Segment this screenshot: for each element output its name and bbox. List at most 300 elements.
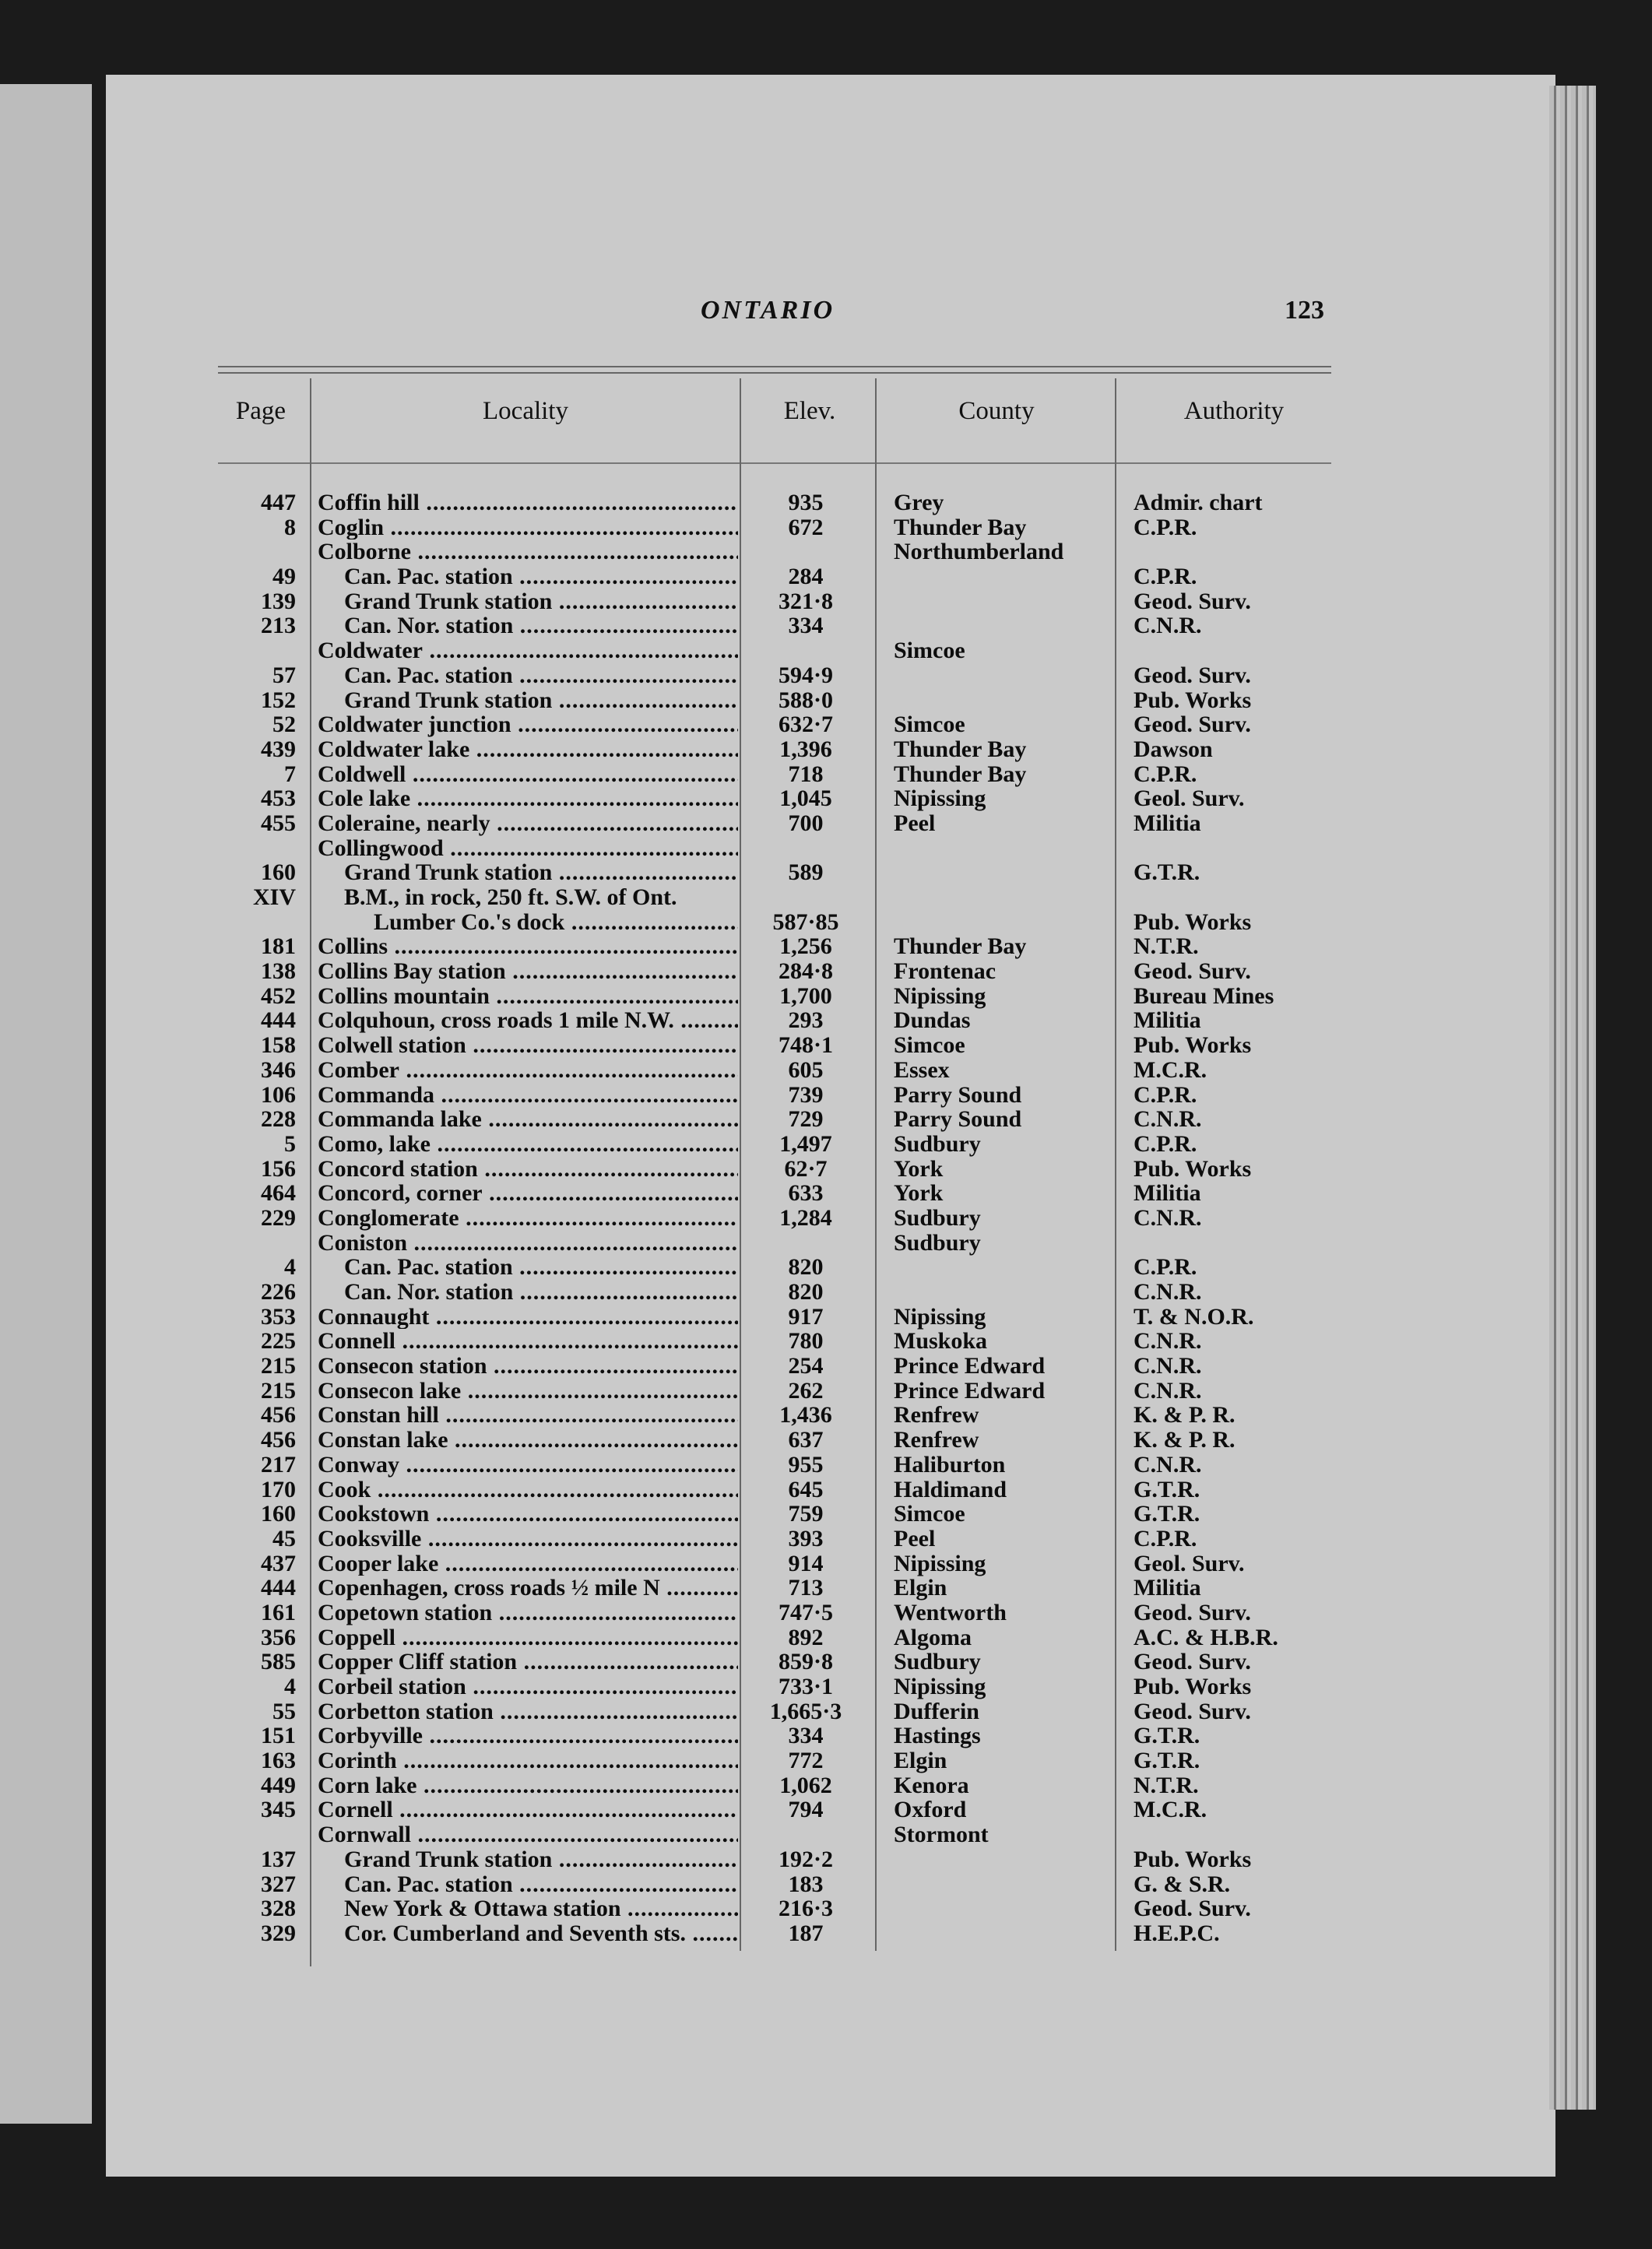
row-elevation: 747·5 [778, 1599, 833, 1625]
table-row [0, 589, 1450, 614]
row-elevation: 216·3 [778, 1896, 833, 1922]
header-rule [218, 462, 1331, 464]
row-authority: N.T.R. [1134, 1772, 1199, 1798]
row-page: 158 [261, 1032, 296, 1059]
row-page: 106 [261, 1081, 296, 1108]
table-row [0, 613, 1450, 638]
table-row [0, 1132, 1450, 1157]
table-row [0, 490, 1450, 515]
row-page: 152 [261, 687, 296, 713]
row-county: Simcoe [894, 1501, 965, 1527]
row-authority: K. & P. R. [1134, 1402, 1235, 1428]
row-page: 45 [272, 1525, 296, 1551]
row-elevation: 1,256 [779, 933, 832, 960]
row-county: Dufferin [894, 1698, 979, 1724]
row-authority: Geod. Surv. [1134, 1698, 1251, 1724]
row-elevation: 605 [788, 1056, 824, 1083]
row-county: Dundas [894, 1007, 971, 1034]
row-locality: Grand Trunk station ..... [318, 1847, 738, 1872]
row-page: 228 [261, 1106, 296, 1133]
table-row [0, 1601, 1450, 1625]
table-row [0, 786, 1450, 811]
table-row [0, 1773, 1450, 1798]
row-locality: Concord station ..... [318, 1157, 738, 1182]
row-locality: Como, lake ..... [318, 1132, 738, 1157]
row-page: 345 [261, 1797, 296, 1823]
row-page: 181 [261, 933, 296, 960]
row-authority: C.P.R. [1134, 1525, 1197, 1551]
row-locality: Cornell ..... [318, 1797, 738, 1822]
row-page: 455 [261, 810, 296, 836]
row-county: Nipissing [894, 1550, 986, 1576]
page-stack-edge [1549, 86, 1596, 2110]
row-page: 8 [284, 514, 296, 540]
row-authority: A.C. & H.B.R. [1134, 1624, 1278, 1650]
row-page: 447 [261, 490, 296, 515]
table-row [0, 515, 1450, 540]
row-page: 456 [261, 1402, 296, 1428]
row-elevation: 254 [788, 1353, 824, 1379]
row-locality: Cornwall ..... [318, 1822, 738, 1847]
row-county: Thunder Bay [894, 514, 1027, 540]
row-authority: Pub. Works [1134, 1674, 1252, 1699]
row-page: 353 [261, 1303, 296, 1330]
row-county: York [894, 1180, 944, 1207]
row-authority: G.T.R. [1134, 1748, 1200, 1774]
row-locality: Grand Trunk station ..... [318, 589, 738, 614]
row-authority: Geod. Surv. [1134, 958, 1251, 985]
table-row [0, 1231, 1450, 1256]
table-row [0, 885, 1450, 910]
row-elevation: 892 [788, 1624, 824, 1650]
row-county: Parry Sound [894, 1081, 1022, 1108]
row-authority: G.T.R. [1134, 1723, 1200, 1749]
row-page: 444 [261, 1575, 296, 1601]
row-page: 160 [261, 859, 296, 886]
row-locality: Comber ..... [318, 1058, 738, 1083]
row-county: Nipissing [894, 1674, 986, 1699]
table-row [0, 860, 1450, 885]
table-row [0, 1527, 1450, 1551]
row-county: Sudbury [894, 1130, 981, 1157]
row-page: 213 [261, 613, 296, 639]
row-locality: Coleraine, nearly ..... [318, 811, 738, 836]
row-county: Sudbury [894, 1229, 981, 1256]
table-row [0, 1650, 1450, 1674]
row-authority: Pub. Works [1134, 1032, 1252, 1059]
row-county: Elgin [894, 1575, 947, 1601]
row-elevation: 1,284 [779, 1204, 832, 1231]
row-locality: Can. Nor. station ..... [318, 613, 738, 638]
table-row [0, 836, 1450, 861]
row-page: 356 [261, 1624, 296, 1650]
row-locality: Constan hill ..... [318, 1403, 738, 1428]
table-row [0, 1748, 1450, 1773]
row-locality: Conway ..... [318, 1453, 738, 1478]
row-locality: Coglin ..... [318, 515, 738, 540]
row-page: 4 [284, 1254, 296, 1281]
row-locality: Cooper lake ..... [318, 1551, 738, 1576]
row-county: Grey [894, 490, 944, 515]
row-page: 215 [261, 1377, 296, 1404]
row-elevation: 334 [788, 1723, 824, 1749]
row-locality: Connell ..... [318, 1329, 738, 1354]
row-authority: Geod. Surv. [1134, 1649, 1251, 1675]
row-locality: Can. Pac. station ..... [318, 564, 738, 589]
row-elevation: 859·8 [778, 1649, 833, 1675]
row-elevation: 700 [788, 810, 824, 836]
row-authority: C.P.R. [1134, 761, 1197, 787]
table-row [0, 1428, 1450, 1453]
row-authority: Militia [1134, 1575, 1201, 1601]
row-authority: Dawson [1134, 736, 1213, 762]
row-page: 215 [261, 1353, 296, 1379]
row-elevation: 1,665·3 [769, 1698, 842, 1724]
row-elevation: 672 [788, 514, 824, 540]
table-row [0, 1699, 1450, 1724]
table-row [0, 1008, 1450, 1033]
row-county: Sudbury [894, 1649, 981, 1675]
row-page: 163 [261, 1748, 296, 1774]
row-county: Northumberland [894, 539, 1064, 565]
row-locality: Colwell station ..... [318, 1033, 738, 1058]
running-head: ONTARIO [701, 296, 835, 325]
row-locality: Can. Nor. station ..... [318, 1280, 738, 1305]
row-page: 585 [261, 1649, 296, 1675]
row-elevation: 284·8 [778, 958, 833, 985]
row-county: Peel [894, 1525, 936, 1551]
row-authority: C.N.R. [1134, 1353, 1202, 1379]
row-county: Oxford [894, 1797, 967, 1823]
table-row [0, 1083, 1450, 1108]
row-page: 437 [261, 1550, 296, 1576]
row-authority: C.N.R. [1134, 1279, 1202, 1305]
table-row [0, 1107, 1450, 1132]
table-row [0, 1181, 1450, 1206]
row-authority: H.E.P.C. [1134, 1920, 1220, 1946]
row-elevation: 589 [788, 859, 824, 886]
row-county: Stormont [894, 1822, 989, 1848]
table-row [0, 959, 1450, 984]
table-row [0, 564, 1450, 589]
table-row [0, 1872, 1450, 1897]
row-authority: Militia [1134, 810, 1201, 836]
row-page: 329 [261, 1920, 296, 1946]
row-elevation: 820 [788, 1254, 824, 1281]
gazetteer-table [0, 490, 1450, 1946]
row-locality: Coldwater ..... [318, 638, 738, 663]
row-page: 225 [261, 1328, 296, 1355]
row-page: 229 [261, 1204, 296, 1231]
row-page: 444 [261, 1007, 296, 1034]
header-authority: Authority [1183, 397, 1285, 425]
row-authority: Geol. Surv. [1134, 785, 1245, 812]
row-elevation: 187 [788, 1920, 824, 1946]
table-row [0, 1674, 1450, 1699]
row-authority: Geol. Surv. [1134, 1550, 1245, 1576]
row-elevation: 955 [788, 1451, 824, 1478]
row-elevation: 794 [788, 1797, 824, 1823]
row-authority: C.N.R. [1134, 1328, 1202, 1355]
row-county: Renfrew [894, 1427, 979, 1453]
row-page: 439 [261, 736, 296, 762]
row-authority: T. & N.O.R. [1134, 1303, 1254, 1330]
row-locality: Colquhoun, cross roads 1 mile N.W. ..... [318, 1008, 738, 1033]
row-elevation: 780 [788, 1328, 824, 1355]
table-row [0, 1157, 1450, 1182]
row-elevation: 729 [788, 1106, 824, 1133]
top-rule-second [218, 372, 1331, 374]
row-page: 7 [284, 761, 296, 787]
table-row [0, 1896, 1450, 1921]
table-row [0, 1797, 1450, 1822]
table-row [0, 1058, 1450, 1083]
table-row [0, 762, 1450, 787]
row-elevation: 1,436 [779, 1402, 832, 1428]
row-page: 217 [261, 1451, 296, 1478]
row-elevation: 293 [788, 1007, 824, 1034]
row-county: Thunder Bay [894, 736, 1027, 762]
row-county: Haldimand [894, 1476, 1007, 1502]
table-row [0, 688, 1450, 713]
table-row [0, 1822, 1450, 1847]
table-row [0, 1625, 1450, 1650]
row-elevation: 632·7 [778, 712, 833, 738]
row-county: Peel [894, 810, 936, 836]
table-row [0, 1255, 1450, 1280]
row-county: Thunder Bay [894, 761, 1027, 787]
row-page: 464 [261, 1180, 296, 1207]
row-locality: Conglomerate ..... [318, 1206, 738, 1231]
row-elevation: 917 [788, 1303, 824, 1330]
row-authority: M.C.R. [1134, 1797, 1207, 1823]
row-page: 328 [261, 1896, 296, 1922]
row-county: Simcoe [894, 712, 965, 738]
row-elevation: 772 [788, 1748, 824, 1774]
row-page: XIV [252, 884, 296, 910]
row-locality: Corn lake ..... [318, 1773, 738, 1798]
row-authority: Pub. Works [1134, 687, 1252, 713]
row-authority: Militia [1134, 1007, 1201, 1034]
row-locality: Cole lake ..... [318, 786, 738, 811]
row-locality: Corbeil station ..... [318, 1674, 738, 1699]
table-row [0, 1453, 1450, 1478]
row-elevation: 718 [788, 761, 824, 787]
row-authority: C.N.R. [1134, 1106, 1202, 1133]
row-page: 55 [272, 1698, 296, 1724]
table-row [0, 811, 1450, 836]
row-locality: Coldwater junction ..... [318, 712, 738, 737]
row-county: Nipissing [894, 785, 986, 812]
row-elevation: 645 [788, 1476, 824, 1502]
row-page: 449 [261, 1772, 296, 1798]
row-authority: G.T.R. [1134, 859, 1200, 886]
row-county: Algoma [894, 1624, 972, 1650]
row-locality: Coniston ..... [318, 1231, 738, 1256]
table-row [0, 934, 1450, 959]
row-locality: Constan lake ..... [318, 1428, 738, 1453]
row-locality: Corbyville ..... [318, 1724, 738, 1748]
row-authority: Pub. Works [1134, 908, 1252, 935]
row-page: 453 [261, 785, 296, 812]
row-authority: G. & S.R. [1134, 1871, 1231, 1897]
row-locality: Concord, corner ..... [318, 1181, 738, 1206]
row-county: Sudbury [894, 1204, 981, 1231]
table-row [0, 1724, 1450, 1748]
page-number: 123 [1285, 296, 1324, 325]
row-page: 57 [272, 662, 296, 688]
row-locality: Copetown station ..... [318, 1601, 738, 1625]
row-county: Nipissing [894, 1303, 986, 1330]
row-elevation: 1,396 [779, 736, 832, 762]
row-elevation: 733·1 [778, 1674, 833, 1699]
row-elevation: 713 [788, 1575, 824, 1601]
header-elev: Elev. [783, 397, 836, 425]
row-authority: Pub. Works [1134, 1155, 1252, 1182]
row-elevation: 1,045 [779, 785, 832, 812]
row-authority: Bureau Mines [1134, 982, 1274, 1009]
table-row [0, 663, 1450, 688]
row-page: 161 [261, 1599, 296, 1625]
row-page: 226 [261, 1279, 296, 1305]
table-row [0, 1329, 1450, 1354]
row-locality: Can. Pac. station ..... [318, 1255, 738, 1280]
row-authority: M.C.R. [1134, 1056, 1207, 1083]
row-locality: Copenhagen, cross roads ½ mile N ..... [318, 1576, 738, 1601]
row-locality: Corbetton station ..... [318, 1699, 738, 1724]
table-row [0, 1921, 1450, 1946]
table-row [0, 1280, 1450, 1305]
row-authority: Geod. Surv. [1134, 1599, 1251, 1625]
row-locality: Corinth ..... [318, 1748, 738, 1773]
table-row [0, 1576, 1450, 1601]
table-row [0, 1478, 1450, 1502]
row-locality: Copper Cliff station ..... [318, 1650, 738, 1674]
row-locality: Can. Pac. station ..... [318, 1872, 738, 1897]
row-page: 346 [261, 1056, 296, 1083]
header-page: Page [235, 397, 286, 425]
row-locality: Cor. Cumberland and Seventh sts. ..... [318, 1921, 738, 1946]
row-locality: Collins Bay station ..... [318, 959, 738, 984]
row-locality: Coldwell ..... [318, 762, 738, 787]
row-elevation: 820 [788, 1279, 824, 1305]
row-authority: C.P.R. [1134, 1081, 1197, 1108]
row-authority: Geod. Surv. [1134, 1896, 1251, 1922]
table-row [0, 1305, 1450, 1330]
row-elevation: 334 [788, 613, 824, 639]
row-elevation: 914 [788, 1550, 824, 1576]
row-page: 49 [272, 564, 296, 590]
row-county: Wentworth [894, 1599, 1007, 1625]
row-locality: Commanda lake ..... [318, 1107, 738, 1132]
row-locality: Coppell ..... [318, 1625, 738, 1650]
row-authority: C.N.R. [1134, 1377, 1202, 1404]
row-page: 5 [284, 1130, 296, 1157]
top-rule [218, 366, 1331, 367]
row-county: Elgin [894, 1748, 947, 1774]
row-county: Frontenac [894, 958, 996, 985]
table-row [0, 712, 1450, 737]
row-locality: Coffin hill ..... [318, 490, 738, 515]
row-county: Simcoe [894, 638, 965, 664]
table-row [0, 737, 1450, 762]
row-county: Muskoka [894, 1328, 988, 1355]
table-row [0, 1033, 1450, 1058]
row-page: 452 [261, 982, 296, 1009]
row-elevation: 748·1 [778, 1032, 833, 1059]
row-page: 156 [261, 1155, 296, 1182]
table-row [0, 1551, 1450, 1576]
row-elevation: 62·7 [784, 1155, 828, 1182]
row-elevation: 393 [788, 1525, 824, 1551]
row-page: 160 [261, 1501, 296, 1527]
row-county: Prince Edward [894, 1353, 1046, 1379]
row-authority: Pub. Works [1134, 1846, 1252, 1872]
row-county: Simcoe [894, 1032, 965, 1059]
row-county: Nipissing [894, 982, 986, 1009]
row-county: Renfrew [894, 1402, 979, 1428]
row-elevation: 1,062 [779, 1772, 832, 1798]
table-row [0, 1379, 1450, 1404]
row-page: 170 [261, 1476, 296, 1502]
row-locality: Collins ..... [318, 934, 738, 959]
row-locality: Commanda ..... [318, 1083, 738, 1108]
row-locality: Grand Trunk station ..... [318, 688, 738, 713]
row-locality: Consecon station ..... [318, 1354, 738, 1379]
row-locality: Collins mountain ..... [318, 984, 738, 1009]
row-locality: B.M., in rock, 250 ft. S.W. of Ont. [344, 885, 677, 910]
row-authority: C.P.R. [1134, 514, 1197, 540]
row-page: 151 [261, 1723, 296, 1749]
row-elevation: 594·9 [778, 662, 833, 688]
row-authority: C.P.R. [1134, 1254, 1197, 1281]
row-county: Essex [894, 1056, 950, 1083]
row-authority: Geod. Surv. [1134, 588, 1251, 614]
row-page: 456 [261, 1427, 296, 1453]
row-authority: Geod. Surv. [1134, 662, 1251, 688]
row-elevation: 759 [788, 1501, 824, 1527]
row-elevation: 262 [788, 1377, 824, 1404]
row-page: 137 [261, 1846, 296, 1872]
row-county: Hastings [894, 1723, 981, 1749]
row-elevation: 1,700 [779, 982, 832, 1009]
row-page: 138 [261, 958, 296, 985]
row-county: Thunder Bay [894, 933, 1027, 960]
row-authority: C.N.R. [1134, 1451, 1202, 1478]
row-authority: K. & P. R. [1134, 1427, 1235, 1453]
row-authority: Geod. Surv. [1134, 712, 1251, 738]
row-authority: Militia [1134, 1180, 1201, 1207]
row-authority: C.P.R. [1134, 1130, 1197, 1157]
row-county: Haliburton [894, 1451, 1006, 1478]
row-elevation: 633 [788, 1180, 824, 1207]
row-authority: N.T.R. [1134, 933, 1199, 960]
row-elevation: 588·0 [778, 687, 833, 713]
row-locality: Can. Pac. station ..... [318, 663, 738, 688]
row-locality: Cooksville ..... [318, 1527, 738, 1551]
header-county: County [958, 397, 1035, 425]
row-authority: C.N.R. [1134, 613, 1202, 639]
row-elevation: 1,497 [779, 1130, 832, 1157]
table-row [0, 1354, 1450, 1379]
table-row [0, 1502, 1450, 1527]
row-county: York [894, 1155, 944, 1182]
table-row [0, 638, 1450, 663]
row-locality: Colborne ..... [318, 539, 738, 564]
row-elevation: 935 [788, 490, 824, 515]
row-locality: Connaught ..... [318, 1305, 738, 1330]
header-locality: Locality [483, 397, 568, 425]
